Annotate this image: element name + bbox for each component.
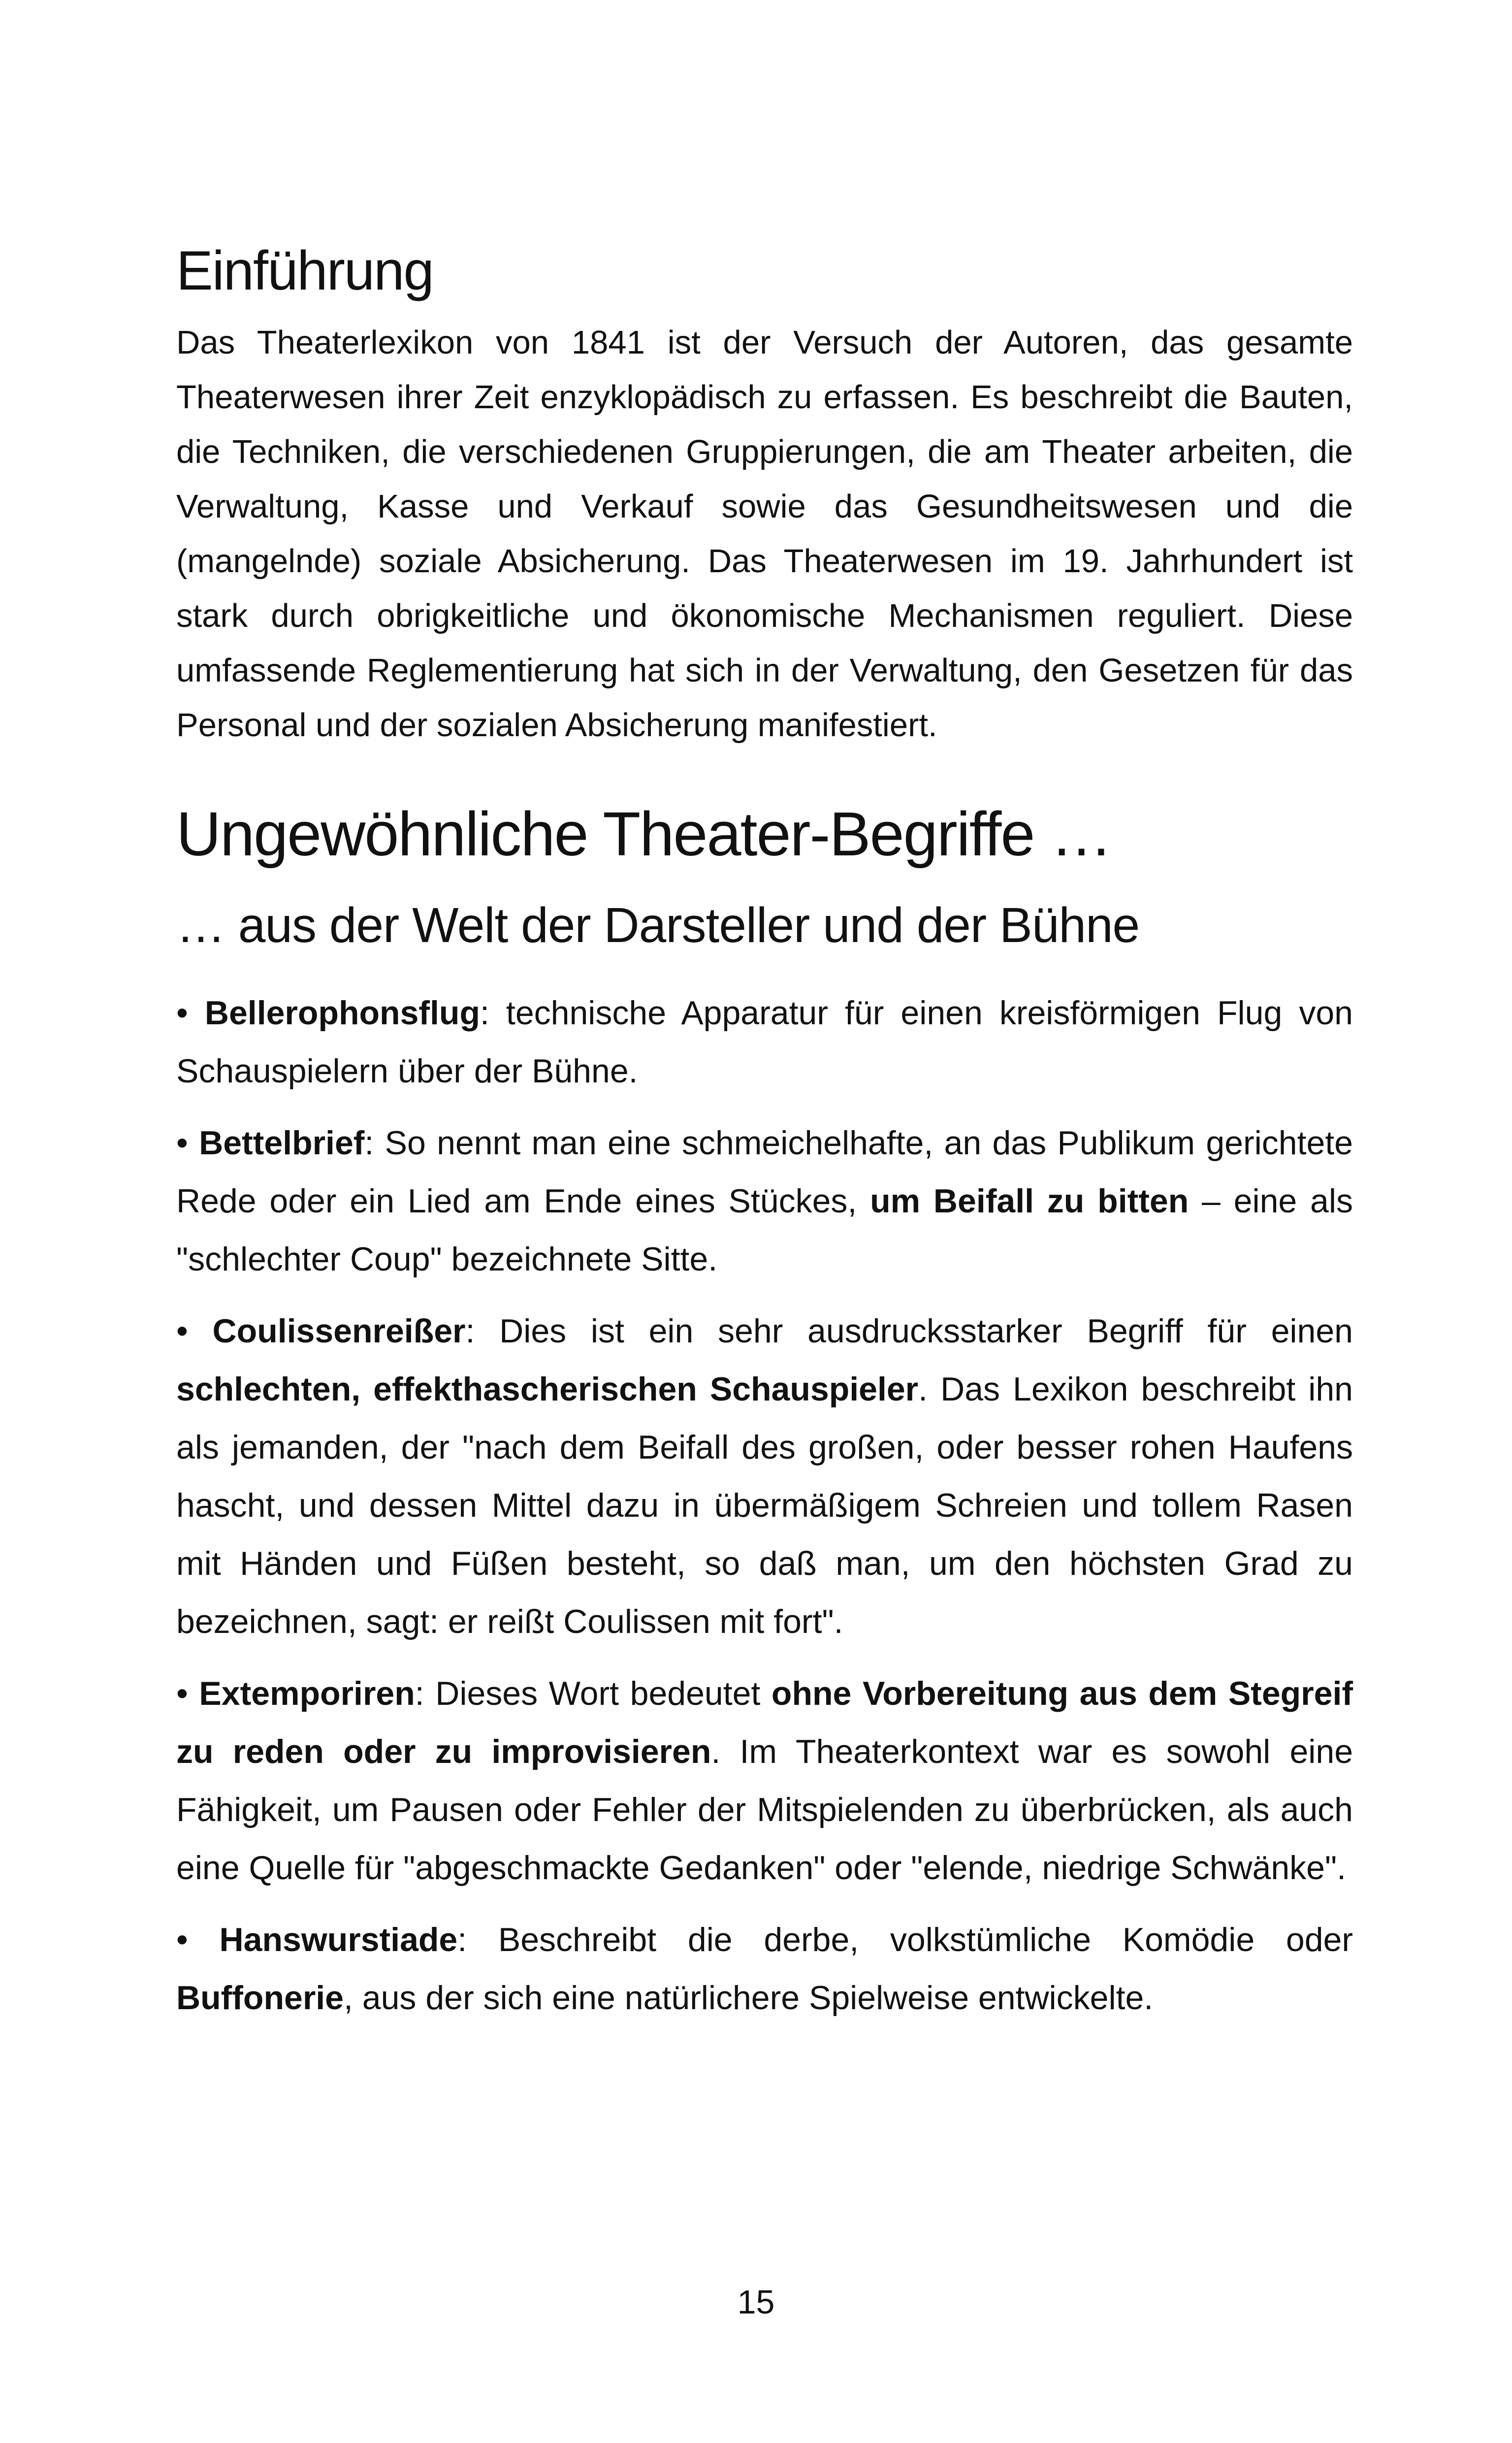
definition-text: . Im Theaterkontext war es sowohl eine Fähigkeit, um Pausen oder Fehler der Mitspielenden zu überbrücken, als auch eine Quelle für "abgeschmackte Gedanken" oder "elende, niedrige Schwänke". — [176, 1733, 1353, 1887]
term: Bettelbrief — [199, 1124, 365, 1162]
emphasis: schlechten, effekthascherischen Schauspieler — [176, 1370, 919, 1408]
bullet: • — [176, 1124, 188, 1162]
term: Bellerophonsflug — [204, 994, 480, 1032]
term: Hanswurstiade — [219, 1921, 458, 1958]
intro-paragraph: Das Theaterlexikon von 1841 ist der Versuch der Autoren, das gesamte Theaterwesen ihrer Zeit enzyklopädisch zu erfassen. Es beschreibt die Bauten, die Techniken, die verschiedenen Gruppierungen, die am Theater arbeiten, die Verwaltung, Kasse und Verkauf sowie das Gesundheitswesen und die (mangelnde) soziale Absicherung. Das Theaterwesen im 19. Jahrhundert ist stark durch obrigkeitliche und ökonomische Mechanismen reguliert. Diese umfassende Reglementierung hat sich in der Verwaltung, den Gesetzen für das Personal und der sozialen Absicherung manifestiert. — [176, 324, 1353, 744]
bullet: • — [176, 1921, 188, 1958]
entry-extemporiren — [176, 1664, 1353, 1897]
definition-text: : Beschreibt die derbe, volkstümliche Komödie oder — [457, 1921, 1353, 1958]
entry-bettelbrief — [176, 1114, 1353, 1288]
bullet: • — [176, 1675, 188, 1712]
terms-heading: Ungewöhnliche Theater-Begriffe … — [176, 799, 1112, 869]
bullet: • — [176, 994, 188, 1032]
definition-text: : Dies ist ein sehr ausdrucksstarker Begriff für einen — [465, 1312, 1353, 1350]
definition-text: : So nennt man eine schmeichelhafte, an das Publikum gerichtete Rede oder ein Lied am Ende eines Stückes, — [176, 1124, 1353, 1220]
intro-heading: Einführung — [176, 240, 433, 301]
terms-subheading: … aus der Welt der Darsteller und der Bühne — [176, 898, 1140, 953]
term: Extemporiren — [199, 1675, 415, 1712]
page-number: 15 — [737, 2283, 775, 2321]
entry-hanswurstiade — [176, 1911, 1353, 2027]
emphasis: Buffonerie — [176, 1979, 344, 2017]
term: Coulissenreißer — [212, 1312, 466, 1350]
definition-text: . Das Lexikon beschreibt ihn als jemanden, der "nach dem Beifall des großen, oder besser rohen Haufens hascht, und dessen Mittel dazu in übermäßigem Schreien und tollem Rasen mit Händen und Füßen besteht, so daß man, um den höchsten Grad zu bezeichnen, sagt: er reißt Coulissen mit fort". — [176, 1370, 1353, 1640]
entry-coulissenreisser — [176, 1302, 1353, 1651]
definition-text: – eine als "schlechter Coup" bezeichnete Sitte. — [176, 1182, 1353, 1278]
definition-text: , aus der sich eine natürlichere Spielweise entwickelte. — [344, 1979, 1154, 2017]
definition-text: : Dieses Wort bedeutet — [415, 1675, 772, 1712]
emphasis: um Beifall zu bitten — [870, 1182, 1189, 1220]
entry-bellerophonsflug — [176, 984, 1353, 1100]
bullet: • — [176, 1312, 188, 1350]
definition-text: : technische Apparatur für einen kreisförmigen Flug von Schauspielern über der Bühne. — [176, 994, 1353, 1090]
document-page — [176, 231, 1353, 2041]
emphasis: ohne Vorbereitung aus dem Stegreif zu reden oder zu improvisieren — [176, 1675, 1353, 1770]
